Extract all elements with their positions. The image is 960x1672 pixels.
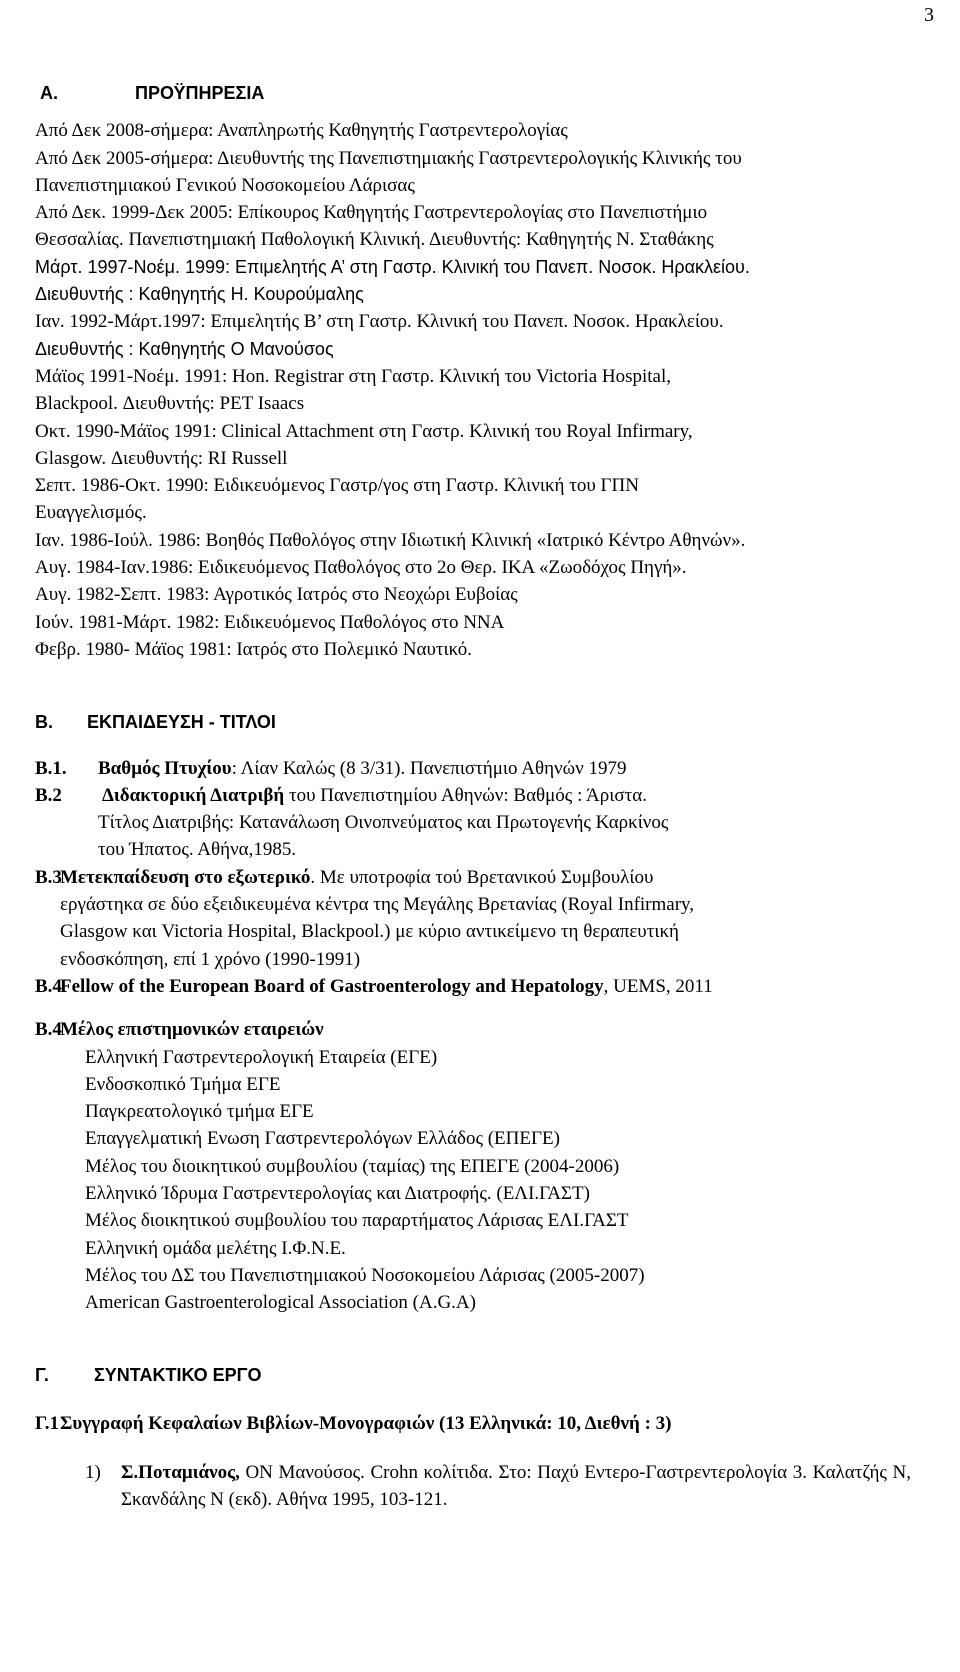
membership-item: Παγκρεατολογικό τμήμα ΕΓΕ bbox=[85, 1101, 314, 1123]
experience-line: Θεσσαλίας. Πανεπιστημιακή Παθολογική Κλινική. Διευθυντής: Καθηγητής Ν. Σταθάκης bbox=[35, 229, 714, 251]
section-c-title: ΣΥΝΤΑΚΤΙΚΟ ΕΡΓΟ bbox=[94, 1365, 262, 1386]
publication-rest: ΟΝ Μανούσος. Crohn κολίτιδα. Στο: Παχύ Εντερο-Γαστρεντερολογία 3. Καλατζής Ν, Σκανδάλης Ν (εκδ). Αθήνα 1995, 103-121. bbox=[121, 1462, 911, 1511]
item-text bbox=[60, 973, 713, 1000]
experience-line: Διευθυντής : Καθηγητής Η. Κουρούμαλης bbox=[35, 284, 364, 305]
education-item-b2 bbox=[35, 782, 915, 809]
authoring-item-c1 bbox=[35, 1410, 915, 1437]
experience-line: Φεβρ. 1980- Μάϊος 1981: Ιατρός στο Πολεμικό Ναυτικό. bbox=[35, 638, 473, 660]
experience-line: Ιαν. 1992-Μάρτ.1997: Επιμελητής Β’ στη Γαστρ. Κλινική του Πανεπ. Νοσοκ. Ηρακλείου. bbox=[35, 311, 724, 333]
experience-list bbox=[35, 117, 915, 663]
membership-list bbox=[35, 1044, 915, 1317]
experience-line: Οκτ. 1990-Μάϊος 1991: Clinical Attachment στη Γαστρ. Κλινική του Royal Infirmary, bbox=[35, 420, 693, 442]
membership-item: Μέλος διοικητικού συμβουλίου του παραρτήματος Λάρισας ΕΛΙ.ΓΑΣΤ bbox=[85, 1210, 629, 1232]
experience-line: Πανεπιστημιακού Γενικού Νοσοκομείου Λάρισας bbox=[35, 174, 415, 196]
item-number: Β.2 bbox=[35, 784, 62, 806]
item-number: Γ.1 bbox=[35, 1412, 60, 1434]
item-continuation: του Ήπατος. Αθήνα,1985. bbox=[98, 839, 297, 861]
experience-line: Από Δεκ 2005-σήμερα: Διευθυντής της Πανεπιστημιακής Γαστρεντερολογικής Κλινικής του bbox=[35, 147, 742, 169]
item-text bbox=[98, 755, 626, 782]
section-c-letter: Γ. bbox=[35, 1365, 49, 1386]
item-rest: του Πανεπιστημίου Αθηνών: Βαθμός : Άριστα. bbox=[284, 784, 647, 806]
membership-item: Ενδοσκοπικό Τμήμα ΕΓΕ bbox=[85, 1073, 281, 1095]
document-body bbox=[35, 80, 915, 1514]
item-text bbox=[102, 782, 647, 809]
experience-line: Διευθυντής : Καθηγητής Ο Μανούσος bbox=[35, 338, 334, 359]
education-item-b4-fellow bbox=[35, 973, 915, 1000]
membership-item: Μέλος του διοικητικού συμβουλίου (ταμίας) της ΕΠΕΓΕ (2004-2006) bbox=[85, 1155, 620, 1177]
education-item-b1 bbox=[35, 755, 915, 782]
membership-item: American Gastroenterological Association (A.G.A) bbox=[85, 1292, 476, 1314]
education-item-b3 bbox=[35, 864, 915, 891]
education-item-b4-memberships bbox=[35, 1016, 915, 1043]
item-bold: Fellow of the European Board of Gastroenterology and Hepatology bbox=[60, 975, 604, 997]
membership-item: Μέλος του ΔΣ του Πανεπιστημιακού Νοσοκομείου Λάρισας (2005-2007) bbox=[85, 1264, 645, 1286]
membership-item: Ελληνικό Ίδρυμα Γαστρεντερολογίας και Διατροφής. (ΕΛΙ.ΓΑΣΤ) bbox=[85, 1182, 590, 1204]
page-number: 3 bbox=[924, 4, 934, 26]
experience-line: Glasgow. Διευθυντής: RI Russell bbox=[35, 447, 288, 469]
item-bold: Διδακτορική Διατριβή bbox=[102, 784, 285, 806]
experience-line: Ευαγγελισμός. bbox=[35, 502, 147, 524]
publication-author: Σ.Ποταμιάνος, bbox=[121, 1462, 240, 1484]
item-number: Β.4 bbox=[35, 1019, 62, 1041]
experience-line: Ιαν. 1986-Ιούλ. 1986: Βοηθός Παθολόγος στην Ιδιωτική Κλινική «Ιατρικό Κέντρο Αθηνών». bbox=[35, 529, 746, 551]
experience-line: Blackpool. Διευθυντής: PET Isaacs bbox=[35, 393, 305, 415]
section-c-heading bbox=[35, 1362, 915, 1389]
section-b-heading bbox=[35, 709, 915, 736]
item-continuation: ενδοσκόπηση, επί 1 χρόνο (1990-1991) bbox=[60, 948, 361, 970]
experience-line: Από Δεκ. 1999-Δεκ 2005: Επίκουρος Καθηγητής Γαστρεντερολογίας στο Πανεπιστήμιο bbox=[35, 202, 708, 224]
membership-item: Ελληνική ομάδα μελέτης Ι.Φ.Ν.Ε. bbox=[85, 1237, 346, 1259]
publication-text bbox=[121, 1459, 911, 1514]
experience-line: Μάϊος 1991-Νοέμ. 1991: Hon. Registrar στη Γαστρ. Κλινική του Victoria Hospital, bbox=[35, 365, 672, 387]
item-continuation: εργάστηκα σε δύο εξειδικευμένα κέντρα της Μεγάλης Βρετανίας (Royal Infirmary, bbox=[60, 894, 695, 916]
item-number: Β.3 bbox=[35, 866, 62, 888]
item-continuation: Τίτλος Διατριβής: Κατανάλωση Οινοπνεύματος και Πρωτογενής Καρκίνος bbox=[98, 812, 669, 834]
item-text bbox=[60, 864, 653, 891]
item-number: Β.4 bbox=[35, 975, 62, 997]
item-bold: Μέλος επιστημονικών εταιρειών bbox=[60, 1019, 324, 1041]
section-a-letter: Α. bbox=[40, 83, 58, 103]
item-bold: Βαθμός Πτυχίου bbox=[98, 757, 232, 779]
membership-item: Ελληνική Γαστρεντερολογική Εταιρεία (ΕΓΕ) bbox=[85, 1046, 438, 1068]
experience-line: Αυγ. 1982-Σεπτ. 1983: Αγροτικός Ιατρός στο Νεοχώρι Ευβοίας bbox=[35, 584, 518, 606]
publication-item bbox=[35, 1459, 915, 1514]
item-bold: Συγγραφή Κεφαλαίων Βιβλίων-Μονογραφιών (13 Ελληνικά: 10, Διεθνή : 3) bbox=[60, 1412, 672, 1434]
item-number: Β.1. bbox=[35, 757, 67, 779]
membership-item: Επαγγελματική Ενωση Γαστρεντερολόγων Ελλάδος (ΕΠΕΓΕ) bbox=[85, 1128, 560, 1150]
section-a-title: ΠΡΟΫΠΗΡΕΣΙΑ bbox=[135, 83, 265, 103]
section-b-letter: Β. bbox=[35, 712, 53, 733]
item-continuation: Glasgow και Victoria Hospital, Blackpool.) με κύριο αντικείμενο τη θεραπευτική bbox=[60, 921, 679, 943]
section-a-heading bbox=[40, 80, 915, 107]
item-rest: , UEMS, 2011 bbox=[603, 975, 713, 997]
section-b-title: ΕΚΠΑΙΔΕΥΣΗ - ΤΙΤΛΟΙ bbox=[87, 712, 276, 733]
experience-line: Ιούν. 1981-Μάρτ. 1982: Ειδικευόμενος Παθολόγος στο ΝΝΑ bbox=[35, 611, 505, 633]
experience-line: Μάρτ. 1997-Νοέμ. 1999: Επιμελητής Α’ στη Γαστρ. Κλινική του Πανεπ. Νοσοκ. Ηρακλείου. bbox=[35, 256, 750, 277]
experience-line: Αυγ. 1984-Ιαν.1986: Ειδικευόμενος Παθολόγος στο 2ο Θερ. ΙΚΑ «Ζωοδόχος Πηγή». bbox=[35, 557, 687, 579]
item-rest: . Με υποτροφία τού Βρετανικού Συμβουλίου bbox=[310, 866, 654, 888]
publication-number: 1) bbox=[85, 1462, 101, 1484]
item-bold: Μετεκπαίδευση στο εξωτερικό bbox=[60, 866, 311, 888]
experience-line: Σεπτ. 1986-Οκτ. 1990: Ειδικευόμενος Γαστρ/γος στη Γαστρ. Κλινική του ΓΠΝ bbox=[35, 475, 639, 497]
item-rest: : Λίαν Καλώς (8 3/31). Πανεπιστήμιο Αθηνών 1979 bbox=[231, 757, 627, 779]
experience-line: Από Δεκ 2008-σήμερα: Αναπληρωτής Καθηγητής Γαστρεντερολογίας bbox=[35, 120, 568, 142]
